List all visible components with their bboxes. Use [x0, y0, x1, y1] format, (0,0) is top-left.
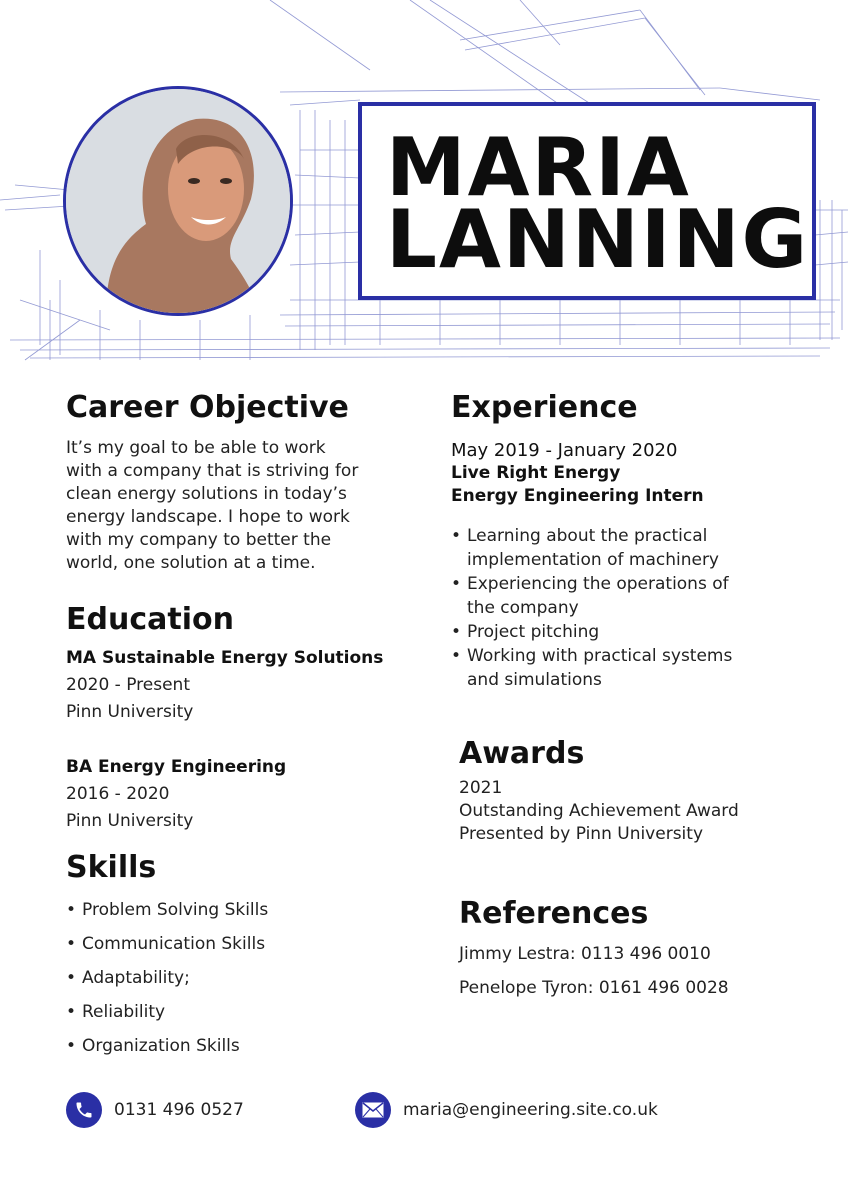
- first-name: MARIA: [386, 121, 691, 214]
- career-line: with a company that is striving for: [66, 461, 359, 481]
- phone-number: 0131 496 0527: [114, 1100, 244, 1120]
- career-section: [66, 390, 386, 575]
- bullet-line: and simulations: [467, 670, 602, 690]
- bullet-line: • Learning about the practical: [467, 526, 708, 546]
- degree: MA Sustainable Energy Solutions: [66, 648, 384, 668]
- career-line: clean energy solutions in today’s: [66, 484, 347, 504]
- bullet-line: the company: [467, 598, 579, 618]
- bullet-line: implementation of machinery: [467, 550, 719, 570]
- award-year: 2021: [459, 778, 503, 798]
- awards-section: [459, 736, 819, 846]
- skill-item: • Organization Skills: [66, 1029, 386, 1063]
- reference-item: Penelope Tyron: 0161 496 0028: [459, 978, 729, 998]
- last-name: LANNING: [386, 193, 810, 286]
- skills-list: [66, 893, 386, 1063]
- award-presenter: Presented by Pinn University: [459, 824, 704, 844]
- skills-heading: Skills: [66, 850, 157, 885]
- school: Pinn University: [66, 702, 194, 722]
- award-title: Outstanding Achievement Award: [459, 801, 739, 821]
- awards-heading: Awards: [459, 736, 585, 771]
- bullet-line: • Project pitching: [467, 622, 600, 642]
- phone-icon: [66, 1092, 102, 1128]
- experience-bullet: [451, 644, 811, 692]
- experience-dates: May 2019 - January 2020: [451, 440, 678, 461]
- career-line: energy landscape. I hope to work: [66, 507, 350, 527]
- experience-bullet: [451, 572, 811, 620]
- name-box: [358, 102, 816, 300]
- degree-years: 2020 - Present: [66, 675, 190, 695]
- career-text: [66, 437, 386, 575]
- email-contact[interactable]: [355, 1092, 658, 1128]
- reference-item: Jimmy Lestra: 0113 496 0010: [459, 944, 711, 964]
- profile-photo: [63, 86, 293, 316]
- degree-years: 2016 - 2020: [66, 784, 170, 804]
- career-line: It’s my goal to be able to work: [66, 438, 326, 458]
- education-entry: [66, 645, 386, 726]
- experience-bullet: [451, 620, 811, 644]
- experience-section: [451, 390, 811, 692]
- experience-company: Live Right Energy: [451, 463, 621, 483]
- email-address: maria@engineering.site.co.uk: [403, 1100, 658, 1120]
- skill-item: • Problem Solving Skills: [66, 893, 386, 927]
- experience-role: Energy Engineering Intern: [451, 486, 704, 506]
- experience-heading: Experience: [451, 390, 638, 425]
- career-heading: Career Objective: [66, 390, 349, 425]
- skill-item: • Reliability: [66, 995, 386, 1029]
- degree: BA Energy Engineering: [66, 757, 287, 777]
- education-entry: [66, 754, 386, 835]
- experience-bullet: [451, 524, 811, 572]
- envelope-icon: [355, 1092, 391, 1128]
- bullet-line: • Working with practical systems: [467, 646, 733, 666]
- career-line: world, one solution at a time.: [66, 553, 316, 573]
- skills-section: [66, 850, 386, 1063]
- bullet-line: • Experiencing the operations of: [467, 574, 729, 594]
- references-heading: References: [459, 896, 649, 931]
- skill-item: • Adaptability;: [66, 961, 386, 995]
- school: Pinn University: [66, 811, 194, 831]
- skill-item: • Communication Skills: [66, 927, 386, 961]
- phone-contact[interactable]: [66, 1092, 244, 1128]
- references-section: [459, 896, 819, 1005]
- education-heading: Education: [66, 602, 234, 637]
- experience-bullets: [451, 524, 811, 692]
- education-section: [66, 602, 386, 835]
- career-line: with my company to better the: [66, 530, 332, 550]
